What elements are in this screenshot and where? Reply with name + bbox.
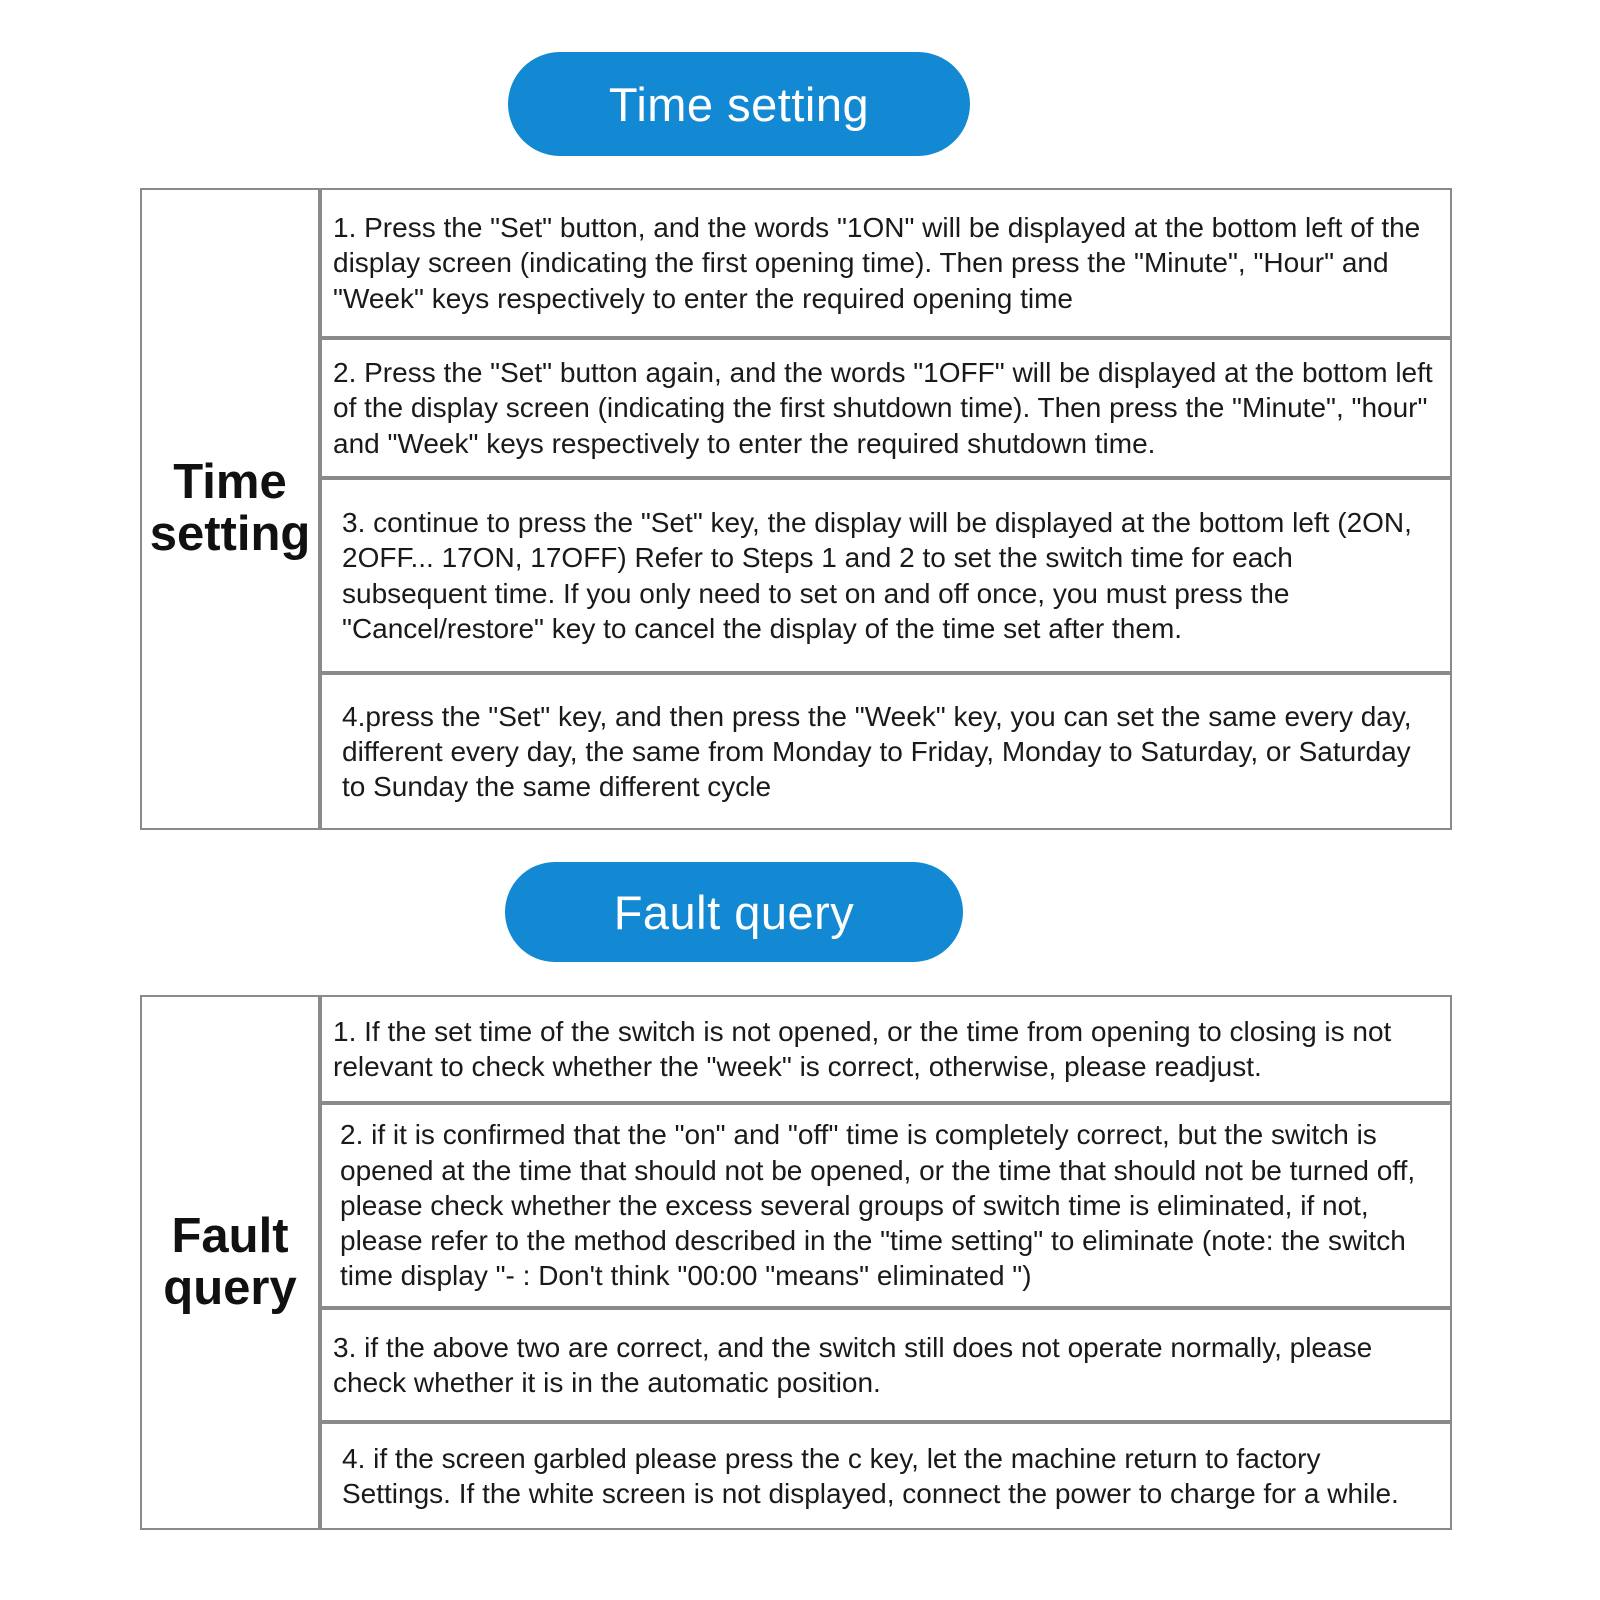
time-setting-table xyxy=(140,188,1452,830)
time-setting-row-label: Time setting xyxy=(140,188,320,830)
fault-query-step-4: 4. if the screen garbled please press the c key, let the machine return to factory Settings. If the white screen is not displayed, connect the power to charge for a while. xyxy=(320,1422,1452,1530)
fault-query-step-1: 1. If the set time of the switch is not opened, or the time from opening to closing is not relevant to check whether the "week" is correct, otherwise, please readjust. xyxy=(320,995,1452,1103)
table-row xyxy=(140,1308,1452,1422)
fault-query-step-3: 3. if the above two are correct, and the switch still does not operate normally, please check whether it is in the automatic position. xyxy=(320,1308,1452,1422)
table-row xyxy=(140,673,1452,830)
fault-query-table xyxy=(140,995,1452,1530)
table-row xyxy=(140,478,1452,673)
time-setting-header-pill: Time setting xyxy=(508,52,970,156)
fault-query-header-pill: Fault query xyxy=(505,862,963,962)
table-row xyxy=(140,1103,1452,1308)
time-setting-step-3: 3. continue to press the "Set" key, the display will be displayed at the bottom left (2ON, 2OFF... 17ON, 17OFF) Refer to Steps 1 and 2 to set the switch time for each subsequent time. If you only need to set on and off once, you must press the "Cancel/restore" key to cancel the display of the time set after them. xyxy=(320,478,1452,673)
table-row xyxy=(140,1422,1452,1530)
time-setting-step-4: 4.press the "Set" key, and then press the "Week" key, you can set the same every day, different every day, the same from Monday to Friday, Monday to Saturday, or Saturday to Sunday the same different cycle xyxy=(320,673,1452,830)
fault-query-step-2: 2. if it is confirmed that the "on" and "off" time is completely correct, but the switch is opened at the time that should not be opened, or the time that should not be turned off, please check whether the excess several groups of switch time is eliminated, if not, please refer to the method described in the "time setting" to eliminate (note: the switch time display "- : Don't think "00:00 "means" eliminated ") xyxy=(320,1103,1452,1308)
time-setting-step-2: 2. Press the "Set" button again, and the words "1OFF" will be displayed at the bottom left of the display screen (indicating the first shutdown time). Then press the "Minute", "hour" and "Week" keys respectively to enter the required shutdown time. xyxy=(320,338,1452,478)
fault-query-row-label: Fault query xyxy=(140,995,320,1530)
table-row xyxy=(140,995,1452,1103)
table-row xyxy=(140,188,1452,338)
time-setting-step-1: 1. Press the "Set" button, and the words "1ON" will be displayed at the bottom left of the display screen (indicating the first opening time). Then press the "Minute", "Hour" and "Week" keys respectively to enter the required opening time xyxy=(320,188,1452,338)
table-row xyxy=(140,338,1452,478)
